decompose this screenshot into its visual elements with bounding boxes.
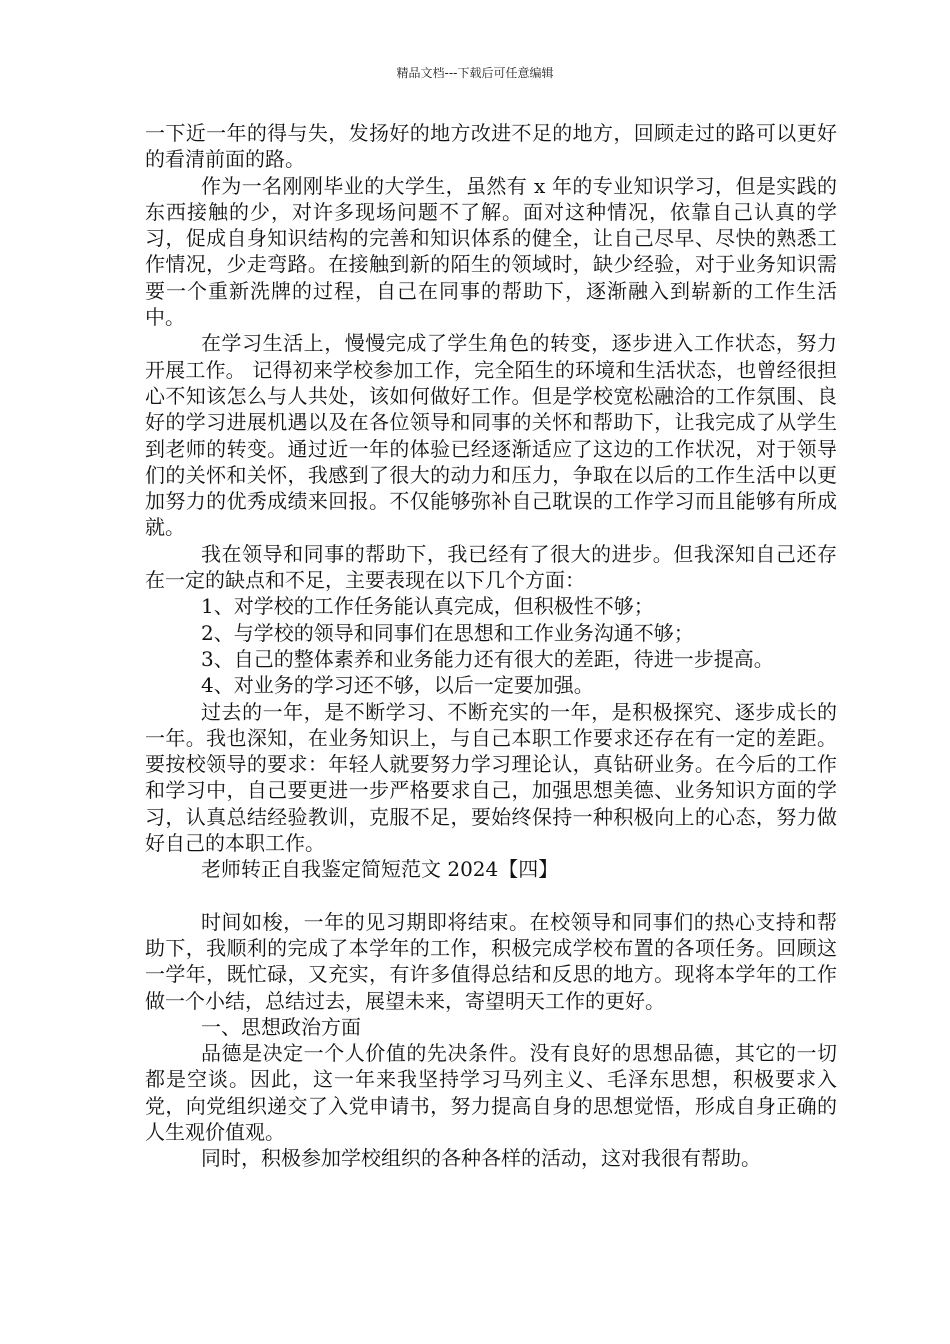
- paragraph: 时间如梭，一年的见习期即将结束。在校领导和同事们的热心支持和帮助下，我顺利的完成了本学年的工作，积极完成学校布置的各项任务。回顾这一学年，既忙碌，又充实，有许多值得总结和反思的地方。现将本学年的工作做一个小结，总结过去，展望未来，寄望明天工作的更好。: [145, 909, 837, 1013]
- paragraph: 同时，积极参加学校组织的各种各样的活动，这对我很有帮助。: [201, 1146, 761, 1171]
- page-header: 精品文档---下载后可任意编辑: [396, 66, 554, 80]
- paragraph: 在学习生活上，慢慢完成了学生角色的转变，逐步进入工作状态，努力开展工作。 记得初来学校参加工作，完全陌生的环境和生活状态，也曾经很担心不知该怎么与人共处，该如何做好工作。但是学校宽松融洽的工作氛围、良好的学习进展机遇以及在各位领导和同事的关怀和帮助下，让我完成了从学生到老师的转变。通过近一年的体验已经逐渐适应了这边的工作状况，对于领导们的关怀和关怀，我感到了很大的动力和压力，争取在以后的工作生活中以更加努力的优秀成绩来回报。不仅能够弥补自己耽误的工作学习而且能够有所成就。: [145, 331, 837, 540]
- section-title: 老师转正自我鉴定简短范文 2024【四】: [201, 857, 559, 882]
- paragraph: 作为一名刚刚毕业的大学生，虽然有 x 年的专业知识学习，但是实践的东西接触的少，对许多现场问题不了解。面对这种情况，依靠自己认真的学习，促成自身知识结构的完善和知识体系的健全，让自己尽早、尽快的熟悉工作情况，少走弯路。在接触到新的陌生的领域时，缺少经验，对于业务知识需要一个重新洗牌的过程，自己在同事的帮助下，逐渐融入到崭新的工作生活中。: [145, 173, 837, 330]
- document-body: [145, 120, 837, 1172]
- section-heading: 一、思想政治方面: [201, 1014, 361, 1039]
- blank-line: [145, 883, 837, 909]
- paragraph: 过去的一年，是不断学习、不断充实的一年，是积极探究、逐步成长的一年。我也深知，在业务知识上，与自己本职工作要求还存在有一定的差距。要按校领导的要求：年轻人就要努力学习理论认，真钻研业务。在今后的工作和学习中，自己要更进一步严格要求自己，加强思想美德、业务知识方面的学习，认真总结经验教训，克服不足，要始终保持一种积极向上的心态，努力做好自己的本职工作。: [145, 699, 837, 856]
- paragraph: 我在领导和同事的帮助下，我已经有了很大的进步。但我深知自己还存在一定的缺点和不足，主要表现在以下几个方面：: [145, 541, 837, 593]
- list-item: 4、对业务的学习还不够，以后一定要加强。: [201, 673, 594, 698]
- paragraph: 一下近一年的得与失，发扬好的地方改进不足的地方，回顾走过的路可以更好的看清前面的路。: [145, 121, 837, 172]
- list-item: 3、自己的整体素养和业务能力还有很大的差距，待进一步提高。: [201, 646, 774, 671]
- list-item: 2、与学校的领导和同事们在思想和工作业务沟通不够；: [201, 620, 694, 645]
- list-item: 1、对学校的工作任务能认真完成，但积极性不够；: [201, 594, 654, 619]
- paragraph: 品德是决定一个人价值的先决条件。没有良好的思想品德，其它的一切都是空谈。因此，这一年来我坚持学习马列主义、毛泽东思想，积极要求入党，向党组织递交了入党申请书，努力提高自身的思想觉悟，形成自身正确的人生观价值观。: [145, 1041, 837, 1144]
